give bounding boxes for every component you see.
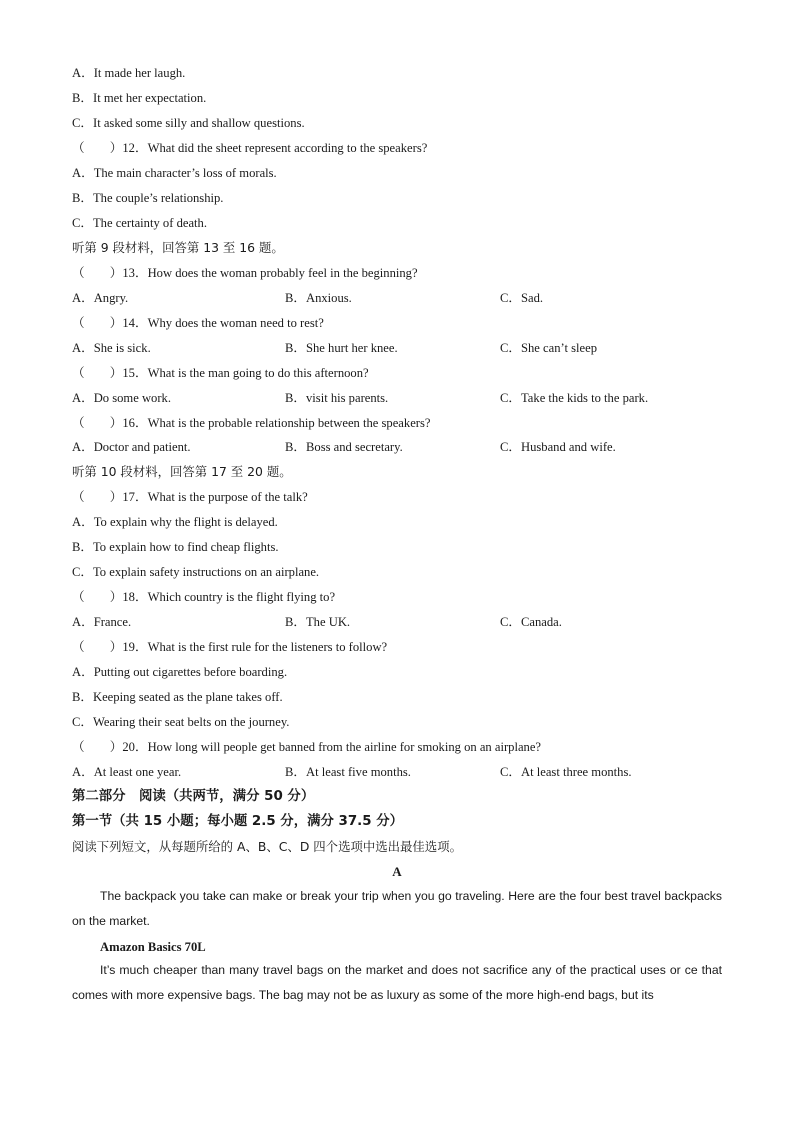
q13-option-c: C．Sad. (500, 291, 544, 305)
q20-option-c: C．At least three months. (500, 765, 632, 779)
q11-option-b: B．It met her expectation. (72, 91, 207, 105)
q14-option-c: C．She can’t sleep (500, 341, 597, 355)
product-description: It’s much cheaper than many travel bags on the market and does not sacrifice any of the practical uses or ce that comes with more expensive bags. The bag may not be as luxury as some of the more high-end bags, but its (72, 963, 722, 1002)
q11-option-c: C．It asked some silly and shallow questions. (72, 116, 305, 130)
q15-option-b: B．visit his parents. (285, 391, 389, 405)
q11-option-a: A．It made her laugh. (72, 66, 186, 80)
section-1-heading: 第一节（共 15 小题；每小题 2.5 分，满分 37.5 分） (72, 814, 404, 829)
product-title: Amazon Basics 70L (100, 940, 206, 954)
q20-option-b: B．At least five months. (285, 765, 411, 779)
q17-option-c: C．To explain safety instructions on an airplane. (72, 565, 320, 579)
q17-option-a: A．To explain why the flight is delayed. (72, 515, 278, 529)
q20-option-a: A．At least one year. (72, 765, 182, 779)
q13-option-a: A．Angry. (72, 291, 129, 305)
q18-option-b: B．The UK. (285, 615, 351, 629)
q12-option-b: B．The couple’s relationship. (72, 191, 224, 205)
q19-option-a: A．Putting out cigarettes before boarding. (72, 665, 288, 679)
q15-option-a: A．Do some work. (72, 391, 171, 405)
q20-question: （ ）20．How long will people get banned from the airline for smoking on an airplane? (72, 740, 542, 754)
q17-question: （ ）17．What is the purpose of the talk? (72, 490, 308, 504)
q19-option-b: B．Keeping seated as the plane takes off. (72, 690, 283, 704)
passage-intro: The backpack you take can make or break your trip when you go traveling. Here are the four best travel backpacks on the market. (72, 889, 722, 928)
q18-option-c: C．Canada. (500, 615, 562, 629)
q16-option-a: A．Doctor and patient. (72, 440, 191, 454)
q13-question: （ ）13．How does the woman probably feel in the beginning? (72, 266, 418, 280)
q16-question: （ ）16．What is the probable relationship between the speakers? (72, 416, 431, 430)
q14-question: （ ）14．Why does the woman need to rest? (72, 316, 324, 330)
q12-option-c: C．The certainty of death. (72, 216, 207, 230)
q13-option-b: B．Anxious. (285, 291, 352, 305)
q12-option-a: A．The main character’s loss of morals. (72, 166, 277, 180)
q12-question: （ ）12．What did the sheet represent according to the speakers? (72, 141, 428, 155)
q16-option-b: B．Boss and secretary. (285, 440, 403, 454)
reading-instruction: 阅读下列短文，从每题所给的 A、B、C、D 四个选项中选出最佳选项。 (72, 839, 462, 854)
q15-question: （ ）15．What is the man going to do this afternoon? (72, 366, 369, 380)
part-2-heading: 第二部分 阅读（共两节，满分 50 分） (72, 789, 315, 804)
q18-option-a: A．France. (72, 615, 132, 629)
passage-letter: A (392, 864, 402, 879)
q15-option-c: C．Take the kids to the park. (500, 391, 649, 405)
q19-option-c: C．Wearing their seat belts on the journey. (72, 715, 290, 729)
q14-option-b: B．She hurt her knee. (285, 341, 398, 355)
material-10-instruction: 听第 10 段材料，回答第 17 至 20 题。 (72, 464, 292, 479)
q17-option-b: B．To explain how to find cheap flights. (72, 540, 279, 554)
q16-option-c: C．Husband and wife. (500, 440, 616, 454)
q19-question: （ ）19．What is the first rule for the listeners to follow? (72, 640, 388, 654)
material-9-instruction: 听第 9 段材料，回答第 13 至 16 题。 (72, 240, 284, 255)
q18-question: （ ）18．Which country is the flight flying to? (72, 590, 336, 604)
q14-option-a: A．She is sick. (72, 341, 151, 355)
